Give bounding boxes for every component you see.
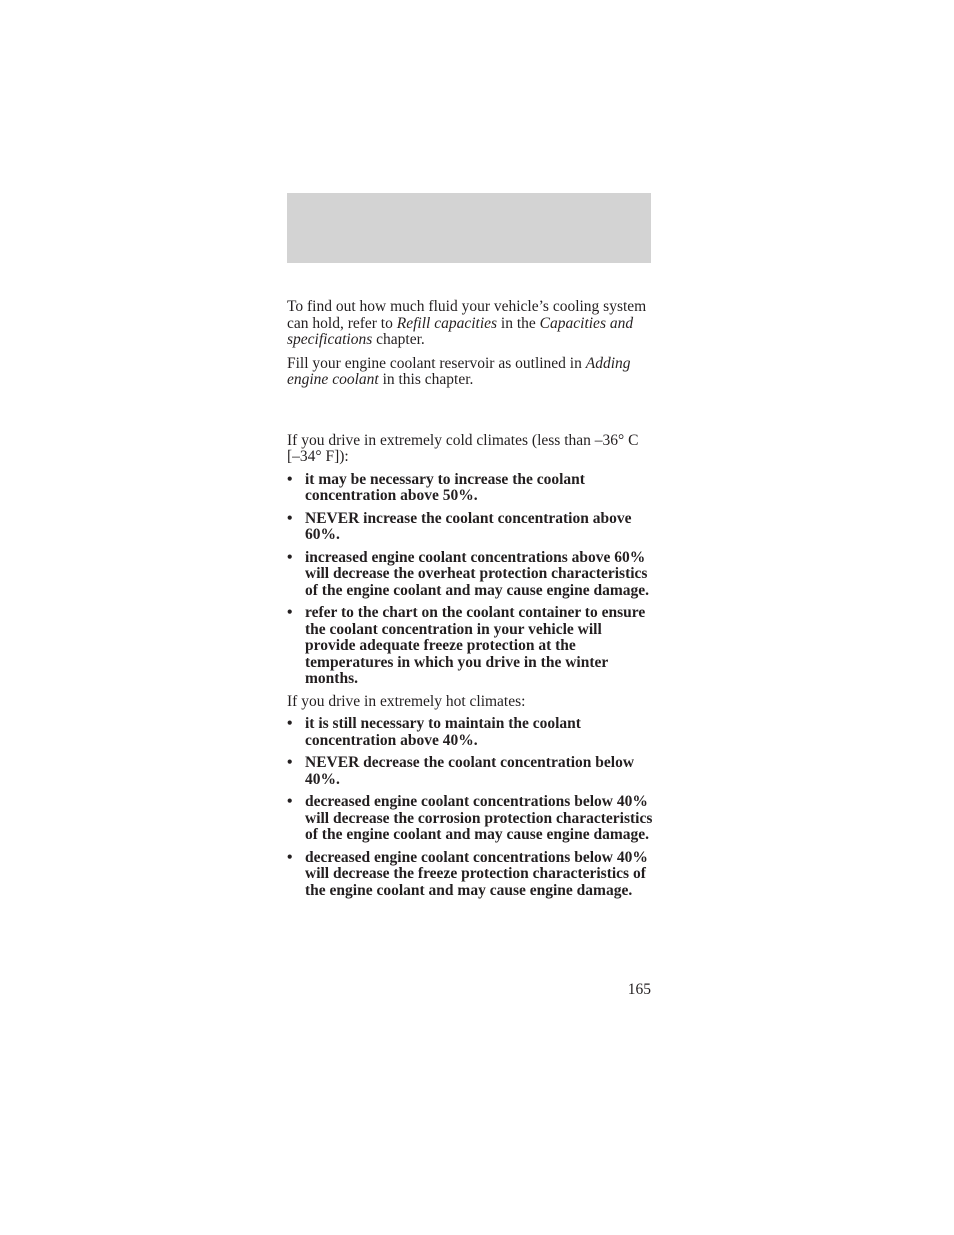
list-item — [287, 755, 653, 788]
paragraph-fill-reservoir — [287, 356, 653, 389]
list-item — [287, 472, 653, 505]
bullet-icon: • — [287, 754, 293, 771]
hot-climate-intro: If you drive in extremely hot climates: — [287, 692, 526, 710]
bullet-icon: • — [287, 793, 293, 810]
paragraph-cooling-capacity — [287, 299, 653, 349]
refill-capacities-ref: Refill capacities — [396, 314, 498, 332]
list-item — [287, 550, 653, 600]
bullet-icon: • — [287, 548, 293, 566]
cold-climate-list — [287, 472, 653, 688]
list-item-text: it may be necessary to increase the coolant concentration above 50%. — [305, 470, 585, 504]
para1-text-2: in the — [497, 314, 540, 332]
list-item-text: decreased engine coolant concentrations below 40% will decrease the corrosion protection characteristics of the engine coolant and may cause engine damage. — [305, 793, 653, 843]
para2-text-1: Fill your engine coolant reservoir as outlined in — [287, 354, 586, 372]
list-item — [287, 716, 653, 749]
adding-coolant-ref: Adding engine coolant — [287, 354, 631, 388]
list-item-text: NEVER increase the coolant concentration above 60%. — [305, 509, 632, 543]
list-item — [287, 794, 653, 844]
para1-text-3: chapter. — [372, 331, 425, 348]
list-item-text: it is still necessary to maintain the coolant concentration above 40%. — [305, 715, 581, 749]
list-item — [287, 605, 653, 688]
capacities-chapter-ref: Capacities and specifications — [287, 314, 634, 348]
hot-climate-list — [287, 716, 653, 899]
bullet-icon: • — [287, 604, 293, 621]
list-item-text: NEVER decrease the coolant concentration below 40%. — [305, 754, 635, 788]
bullet-icon: • — [287, 470, 293, 488]
bullet-icon: • — [287, 509, 293, 527]
page-number: 165 — [627, 981, 651, 998]
page-content — [287, 299, 653, 905]
bullet-icon: • — [287, 848, 293, 866]
list-item-text: refer to the chart on the coolant container to ensure the coolant concentration in your vehicle will provide adequate freeze protection at the temperatures in which you drive in the winter months. — [305, 604, 646, 687]
para2-text-2: in this chapter. — [378, 371, 474, 388]
bullet-icon: • — [287, 715, 293, 732]
list-item — [287, 850, 653, 900]
list-item-text: decreased engine coolant concentrations below 40% will decrease the freeze protection characteristics of the engine coolant and may cause engine damage. — [305, 848, 648, 899]
list-item-text: increased engine coolant concentrations above 60% will decrease the overheat protection characteristics of the engine coolant and may cause engine damage. — [305, 548, 650, 599]
para1-text-1: To find out how much fluid your vehicle’s cooling system can hold, refer to — [287, 298, 647, 332]
cold-climate-intro: If you drive in extremely cold climates (less than –36° C [–34° F]): — [287, 431, 639, 465]
section-header-bar — [287, 193, 651, 263]
list-item — [287, 511, 653, 544]
